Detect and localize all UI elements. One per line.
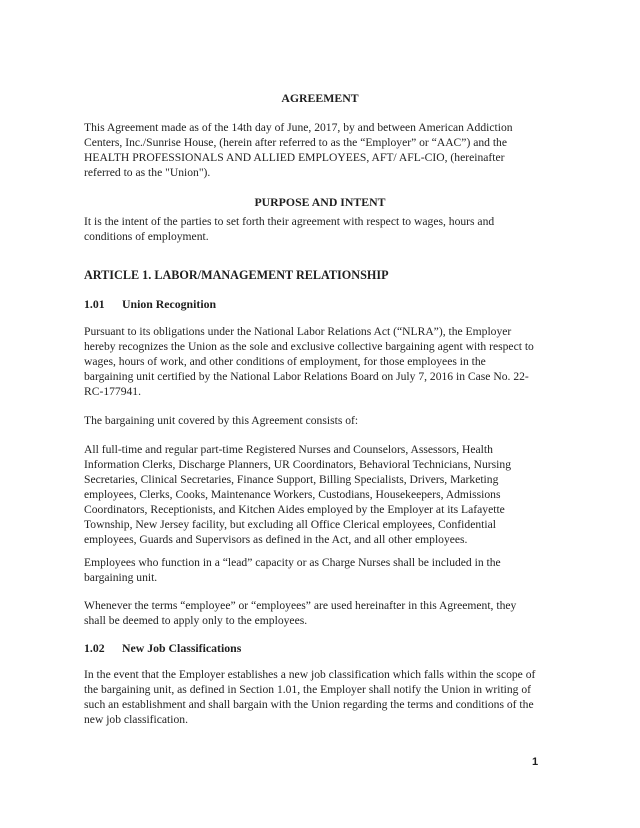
- text-line: Centers, Inc./Sunrise House, (herein after referred to as the “Employer” or “AAC”) and the: [84, 136, 508, 149]
- text-line: bargaining unit.: [84, 571, 158, 584]
- article-heading: ARTICLE 1. LABOR/MANAGEMENT RELATIONSHIP: [84, 268, 389, 282]
- text-line: bargaining unit certified by the National Labor Relations Board on July 7, 2016 in Case No. 22-: [84, 370, 529, 383]
- text-line: the bargaining unit, as defined in Section 1.01, the Employer shall notify the Union in writing of: [84, 683, 532, 696]
- text-line: Secretaries, Clinical Secretaries, Finance Support, Billing Specialists, Drivers, Marketing: [84, 473, 499, 486]
- text-line: referred to as the "Union").: [84, 166, 211, 179]
- text-line: new job classification.: [84, 713, 188, 726]
- text-line: such an establishment and shall bargain with the Union regarding the terms and conditions of the: [84, 698, 534, 711]
- text-line: All full-time and regular part-time Registered Nurses and Counselors, Assessors, Health: [84, 443, 493, 456]
- text-line: HEALTH PROFESSIONALS AND ALLIED EMPLOYEES, AFT/ AFL-CIO, (hereinafter: [84, 151, 505, 164]
- text-line: hereby recognizes the Union as the sole and exclusive collective bargaining agent with respect to: [84, 340, 534, 353]
- text-line: Coordinators, Receptionists, and Kitchen Aides employed by the Employer at its Lafayette: [84, 503, 505, 516]
- text-line: wages, hours of work, and other conditions of employment, for those employees in the: [84, 355, 486, 368]
- text-line: conditions of employment.: [84, 230, 209, 243]
- text-line: employees, Guards and Supervisors as defined in the Act, and all other employees.: [84, 533, 468, 546]
- section-heading-1-01: [84, 297, 216, 311]
- section-title: Union Recognition: [122, 297, 217, 311]
- text-line: The bargaining unit covered by this Agreement consists of:: [84, 414, 359, 427]
- text-line: This Agreement made as of the 14th day of June, 2017, by and between American Addiction: [84, 121, 513, 134]
- text-line: Pursuant to its obligations under the National Labor Relations Act (“NLRA”), the Employer: [84, 325, 512, 338]
- section-number: 1.02: [84, 641, 105, 655]
- text-line: shall be deemed to apply only to the employees.: [84, 614, 308, 627]
- text-line: In the event that the Employer establishes a new job classification which falls within the scope of: [84, 668, 536, 681]
- text-line: It is the intent of the parties to set forth their agreement with respect to wages, hours and: [84, 215, 495, 228]
- section-heading-1-02: [84, 641, 241, 655]
- section-title: New Job Classifications: [122, 641, 242, 655]
- text-line: Employees who function in a “lead” capacity or as Charge Nurses shall be included in the: [84, 556, 501, 569]
- document-title: AGREEMENT: [281, 91, 359, 105]
- text-line: employees, Clerks, Cooks, Maintenance Workers, Custodians, Housekeepers, Admissions: [84, 488, 501, 501]
- text-line: Whenever the terms “employee” or “employees” are used hereinafter in this Agreement, they: [84, 599, 517, 612]
- section-number: 1.01: [84, 297, 105, 311]
- text-line: RC-177941.: [84, 385, 142, 398]
- page-number: 1: [532, 756, 539, 768]
- text-line: Township, New Jersey facility, but excluding all Office Clerical employees, Confidential: [84, 518, 496, 531]
- text-line: Information Clerks, Discharge Planners, UR Coordinators, Behavioral Technicians, Nursing: [84, 458, 511, 471]
- purpose-heading: PURPOSE AND INTENT: [254, 195, 386, 209]
